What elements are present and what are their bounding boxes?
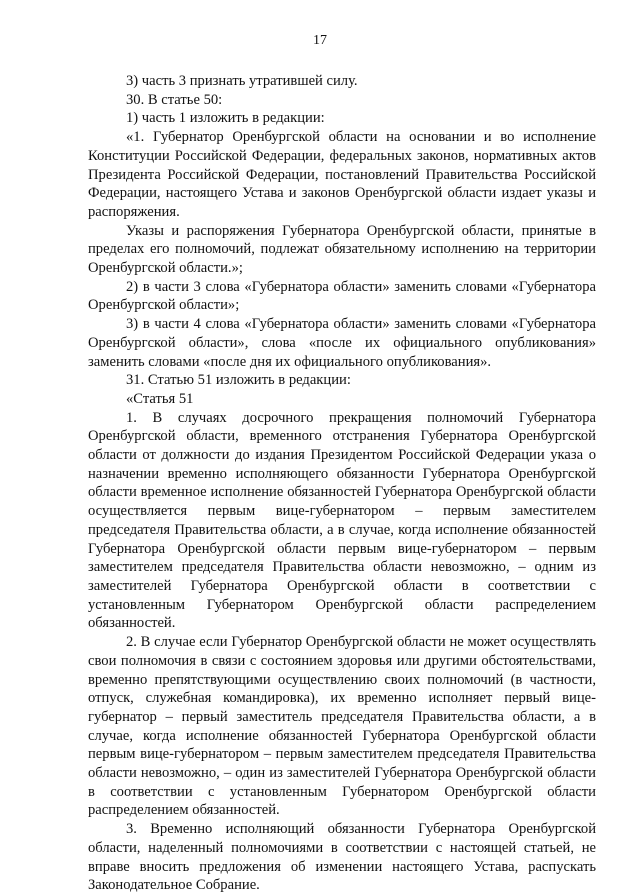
paragraph-part1-edit: 1) часть 1 изложить в редакции: — [126, 110, 325, 127]
paragraph-article51-heading: «Статья 51 — [126, 390, 194, 407]
paragraph-decrees-binding: Указы и распоряжения Губернатора Оренбургской области, принятые в пределах его полномочий, подлежат обязательному исполнению на территории Оренбургской области.»; — [88, 222, 596, 277]
paragraph-item31: 31. Статью 51 изложить в редакции: — [126, 372, 351, 389]
paragraph-art51-part3: 3. Временно исполняющий обязанности Губернатора Оренбургской области, наделенный полномочиями в соответствии с настоящей статьей, не вправе вносить предложения об изменении настоящего Устава, распускать Законодательное Собрание. — [88, 821, 596, 894]
paragraph-art51-part1: 1. В случаях досрочного прекращения полномочий Губернатора Оренбургской области, временного отстранения Губернатора Оренбургской области от должности до издания Президентом Российской Федерации указа о назначении временно исполняющего обязанности Губернатора Оренбургской области временное исполнение обязанностей Губернатора Оренбургской области осуществляется первым вице-губернатором – первым заместителем председателя Правительства области, а в случае, когда исполнение обязанностей Губернатора Оренбургской области первым вице-губернатором – первым заместителем председателя Правительства области невозможно, – одним из заместителей Губернатора Оренбургской области в соответствии с установленным Губернатором Оренбургской области распределением обязанностей. — [88, 409, 596, 632]
paragraph-part4-replace: 3) в части 4 слова «Губернатора области» заменить словами «Губернатора Оренбургской области», слова «после их официального опубликования» заменить словами «после дня их официального опубликования». — [88, 316, 596, 370]
paragraph-art51-part2: 2. В случае если Губернатор Оренбургской области не может осуществлять свои полномочия в связи с состоянием здоровья или другими обстоятельствами, временно препятствующими осуществлению своих полномочий (в частности, отпуск, служебная командировка), их временно исполняет первый вице-губернатор – первый заместитель председателя Правительства области, а в случае, когда исполнение обязанностей Губернатора Оренбургской области первым вице-губернатором – первым заместителем председателя Правительства области невозможно, – один из заместителей Губернатора Оренбургской области в соответствии с установленным Губернатором Оренбургской области распределением обязанностей. — [88, 634, 596, 819]
paragraph-item30: 30. В статье 50: — [126, 91, 223, 108]
paragraph-part3-void: 3) часть 3 признать утратившей силу. — [126, 73, 358, 89]
document-body — [88, 72, 596, 895]
page-number: 17 — [313, 33, 327, 48]
paragraph-part3-replace: 2) в части 3 слова «Губернатора области» заменить словами «Губернатора Оренбургской области»; — [88, 278, 596, 314]
paragraph-art50-part1-text: «1. Губернатор Оренбургской области на основании и во исполнение Конституции Российской Федерации, федеральных законов, нормативных актов Президента Российской Федерации, постановлений Правительства Российской Федерации, настоящего Устава и законов Оренбургской области издает указы и распоряжения. — [88, 129, 596, 220]
